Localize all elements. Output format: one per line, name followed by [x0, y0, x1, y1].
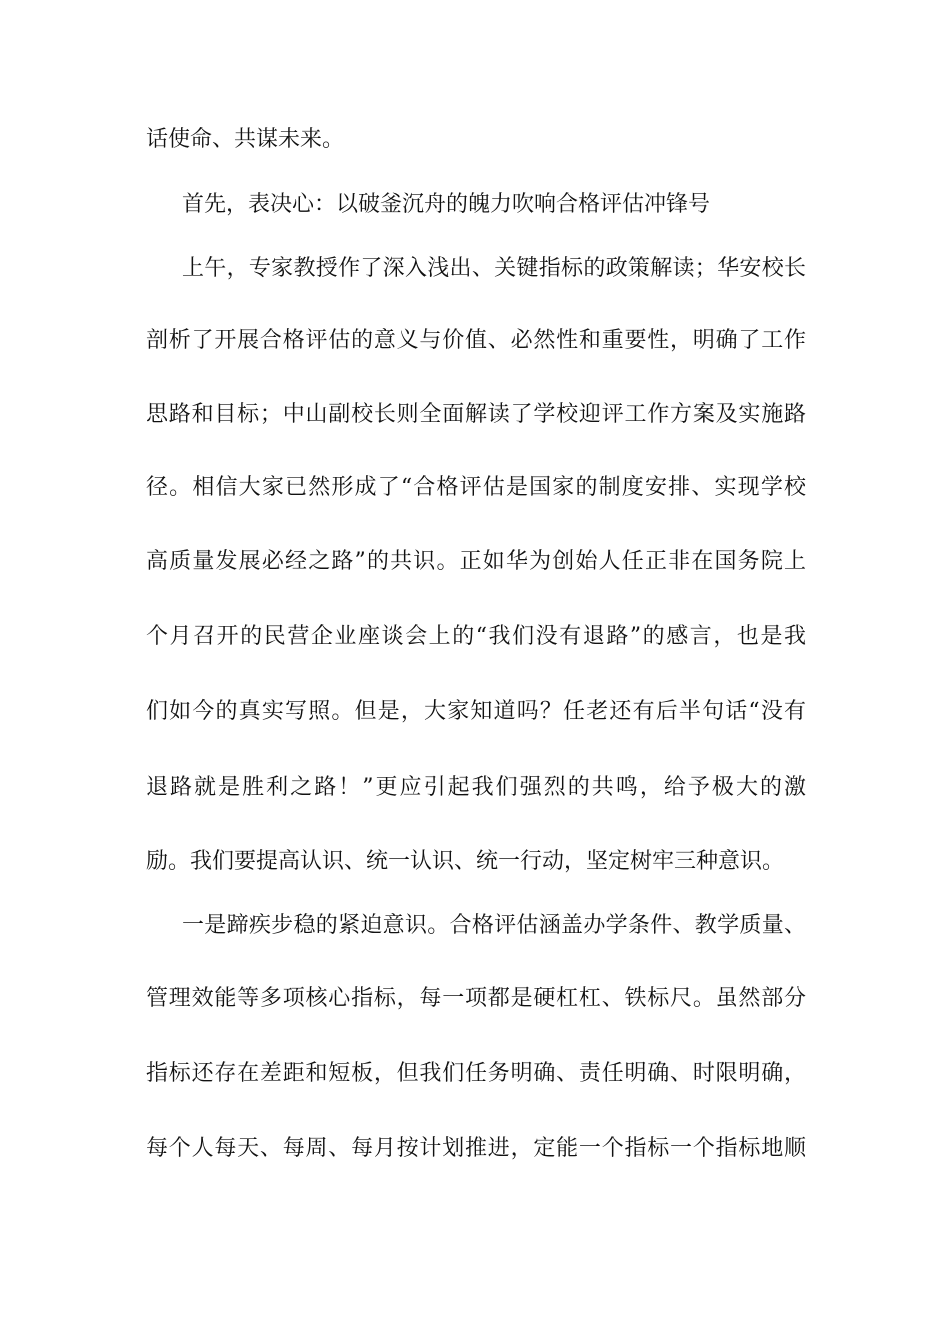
text-line-10: 退路就是胜利之路！”更应引起我们强烈的共鸣，给予极大的激 [146, 775, 806, 800]
text-line-6: 径。相信大家已然形成了“合格评估是国家的制度安排、实现学校 [146, 475, 806, 500]
text-line-7: 高质量发展必经之路”的共识。正如华为创始人任正非在国务院上 [146, 549, 806, 574]
text-line-4: 剖析了开展合格评估的意义与价值、必然性和重要性，明确了工作 [146, 328, 806, 353]
text-line-3: 上午，专家教授作了深入浅出、关键指标的政策解读；华安校长 [182, 256, 806, 281]
text-line-15: 每个人每天、每周、每月按计划推进，定能一个指标一个指标地顺 [146, 1136, 806, 1161]
section-heading: 首先，表决心：以破釜沉舟的魄力吹响合格评估冲锋号 [182, 192, 711, 217]
text-line-9: 们如今的真实写照。但是，大家知道吗？任老还有后半句话“没有 [146, 699, 806, 724]
text-line-13: 管理效能等多项核心指标，每一项都是硬杠杠、铁标尺。虽然部分 [146, 986, 806, 1011]
text-line-14: 指标还存在差距和短板，但我们任务明确、责任明确、时限明确， [146, 1061, 806, 1086]
text-line-11: 励。我们要提高认识、统一认识、统一行动，坚定树牢三种意识。 [146, 849, 785, 874]
text-line-5: 思路和目标；中山副校长则全面解读了学校迎评工作方案及实施路 [146, 402, 806, 427]
text-line-12: 一是蹄疾步稳的紧迫意识。合格评估涵盖办学条件、教学质量、 [182, 913, 806, 938]
text-line-1: 话使命、共谋未来。 [146, 127, 345, 152]
text-line-8: 个月召开的民营企业座谈会上的“我们没有退路”的感言，也是我 [146, 624, 806, 649]
